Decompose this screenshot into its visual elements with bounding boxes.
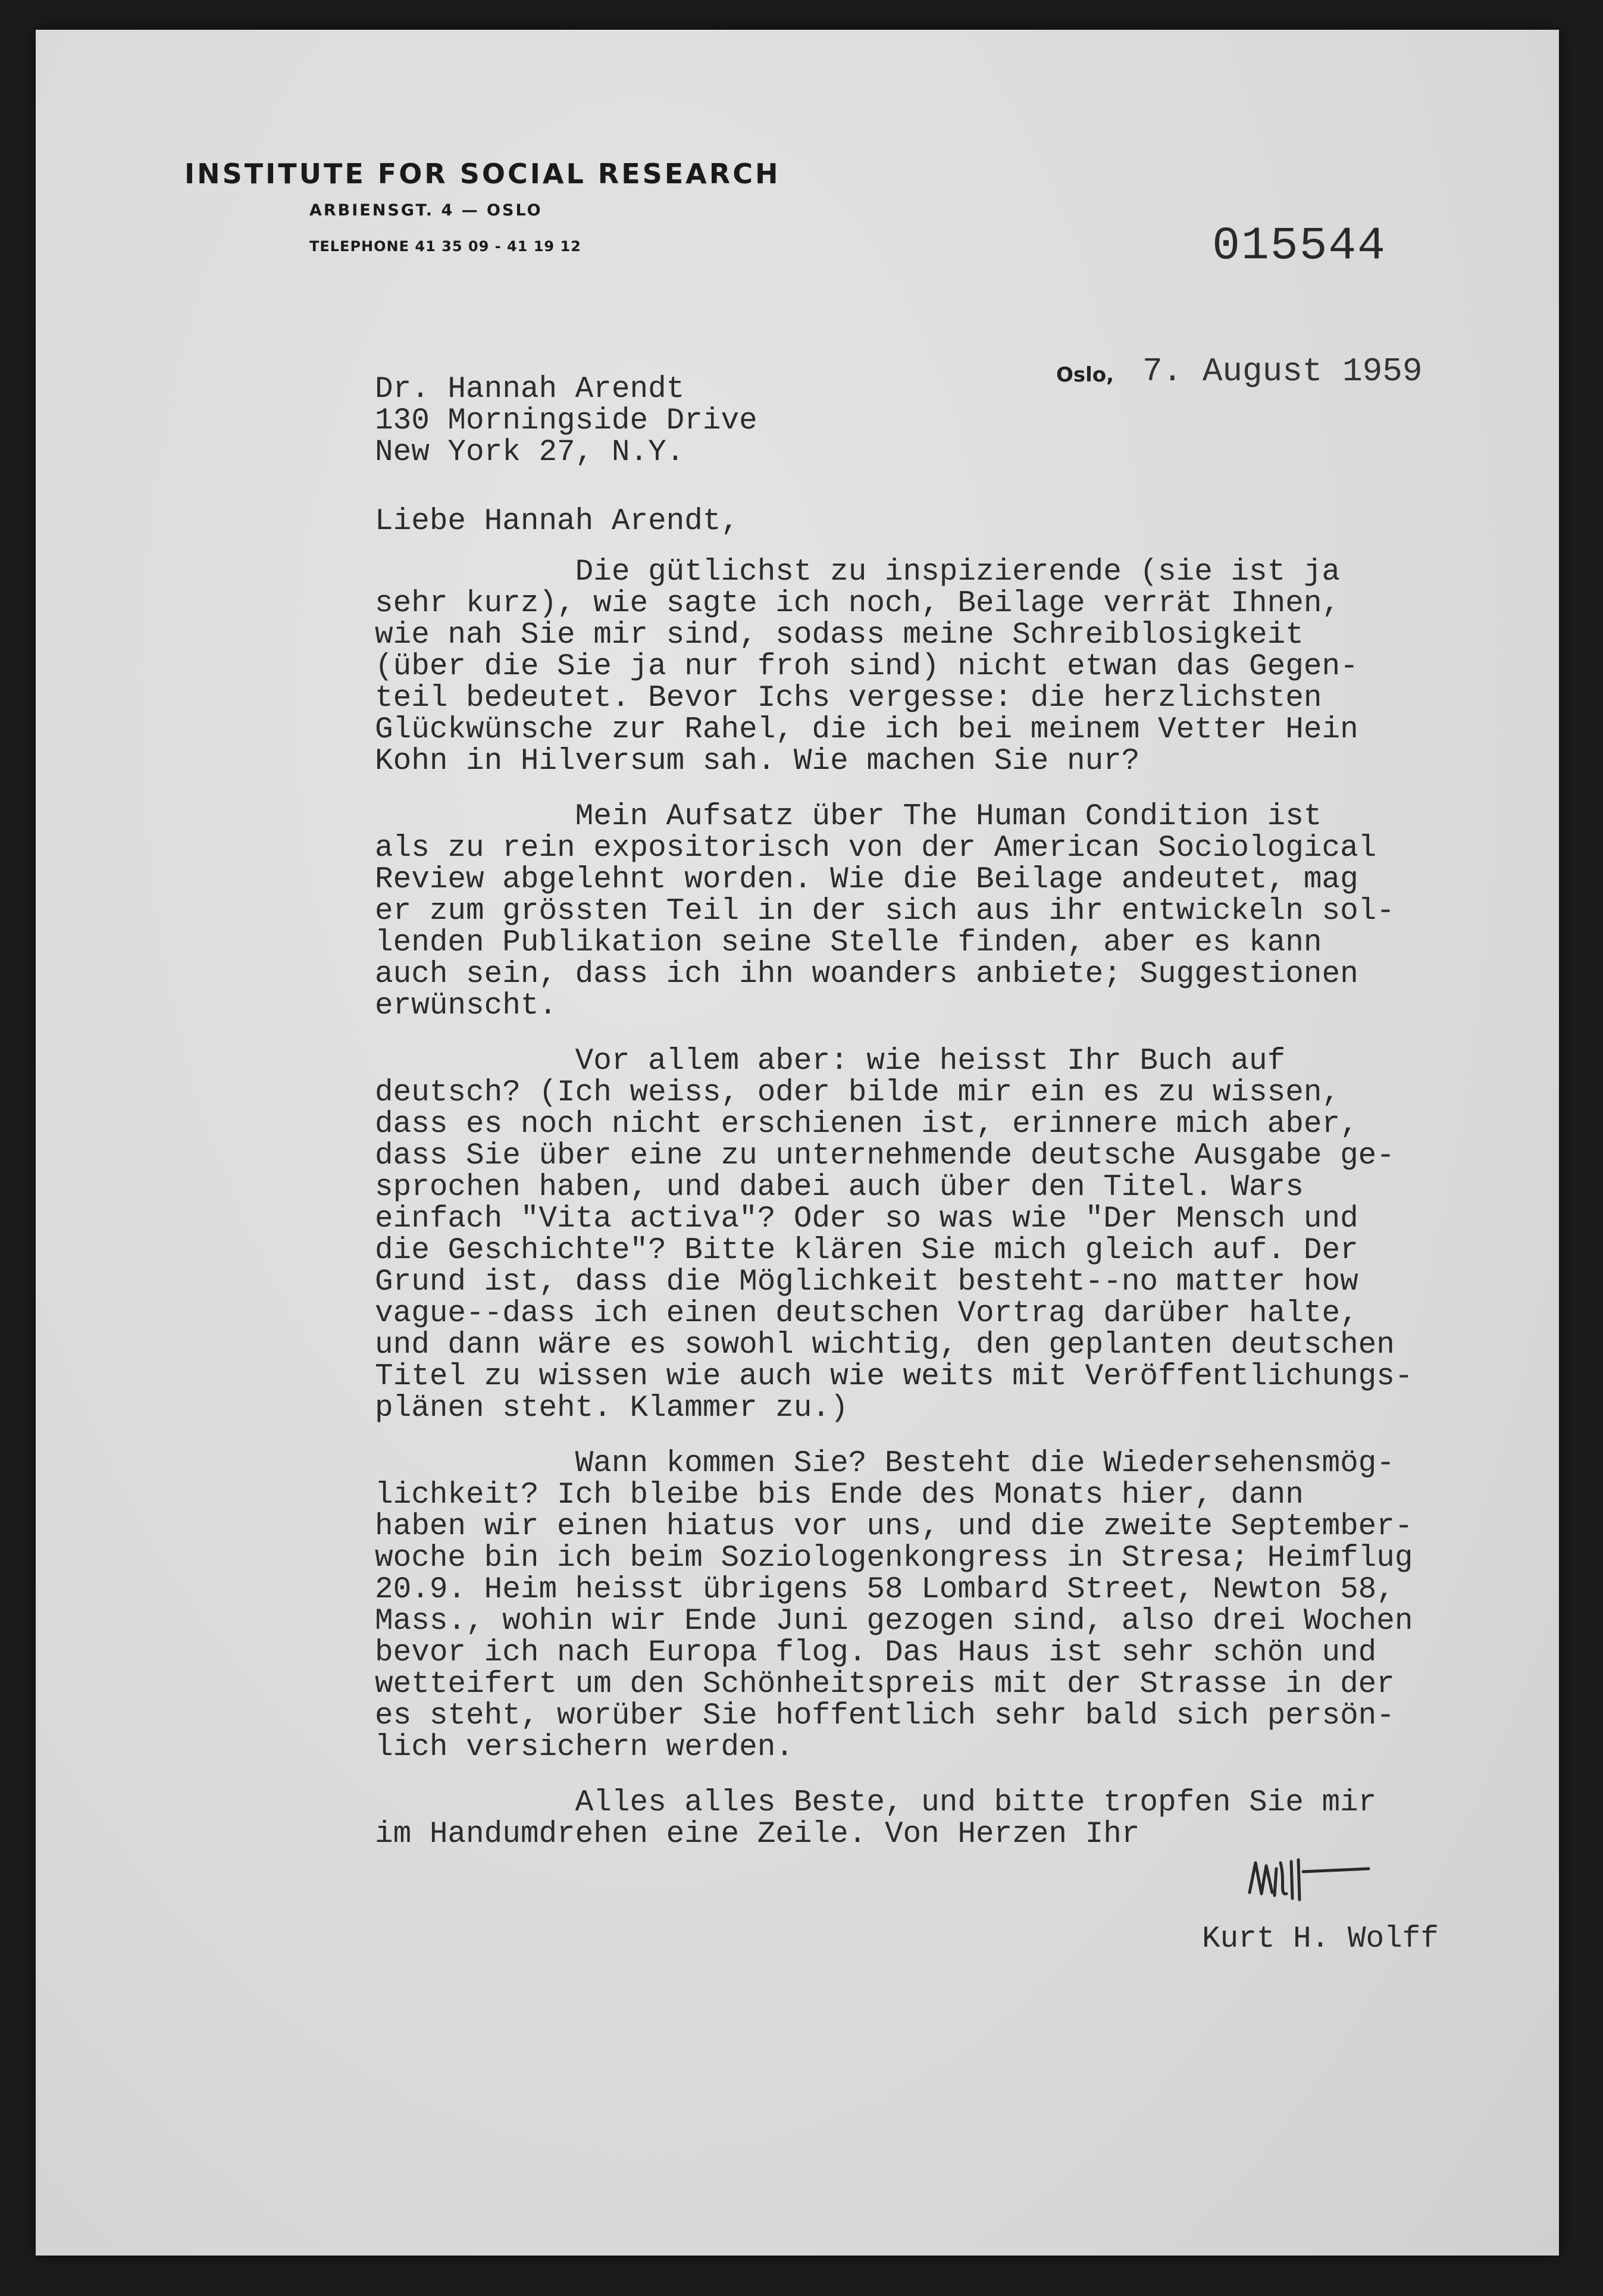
body-line: sehr kurz), wie sagte ich noch, Beilage verrät Ihnen, — [375, 587, 1341, 621]
salutation: Liebe Hannah Arendt, — [375, 505, 740, 539]
body-line: Mass., wohin wir Ende Juni gezogen sind, also drei Wochen — [375, 1604, 1413, 1638]
letterhead-telephone: TELEPHONE 41 35 09 - 41 19 12 — [309, 238, 581, 255]
body-line: wie nah Sie mir sind, sodass meine Schreiblosigkeit — [375, 618, 1304, 652]
handwritten-signature — [1244, 1845, 1375, 1910]
body-line: als zu rein expositorisch von der American Sociological — [375, 831, 1377, 865]
recipient-line: 130 Morningside Drive — [375, 404, 757, 438]
body-line: auch sein, dass ich ihn woanders anbiete; Suggestionen — [375, 958, 1358, 991]
body-line: plänen steht. Klammer zu.) — [375, 1391, 849, 1425]
body-line: Review abgelehnt worden. Wie die Beilage andeutet, mag — [375, 863, 1358, 897]
body-line: lenden Publikation seine Stelle finden, aber es kann — [375, 926, 1322, 960]
document-number: 015544 — [1212, 220, 1386, 273]
letterhead-address: ARBIENSGT. 4 — OSLO — [309, 201, 543, 220]
body-line: haben wir einen hiatus vor uns, und die zweite September- — [375, 1510, 1413, 1544]
body-line: teil bedeutet. Bevor Ichs vergesse: die herzlichsten — [375, 681, 1322, 715]
body-line: woche bin ich beim Soziologenkongress in Stresa; Heimflug — [375, 1541, 1413, 1575]
recipient-line: New York 27, N.Y. — [375, 436, 685, 470]
recipient-line: Dr. Hannah Arendt — [375, 373, 685, 406]
body-line: einfach "Vita activa"? Oder so was wie "Der Mensch und — [375, 1202, 1358, 1236]
body-line: Glückwünsche zur Rahel, die ich bei meinem Vetter Hein — [375, 713, 1358, 747]
body-line: 20.9. Heim heisst übrigens 58 Lombard Street, Newton 58, — [375, 1573, 1395, 1607]
body-line: und dann wäre es sowohl wichtig, den geplanten deutschen — [375, 1328, 1395, 1362]
body-line: vague--dass ich einen deutschen Vortrag darüber halte, — [375, 1297, 1358, 1331]
body-line: erwünscht. — [375, 989, 558, 1023]
body-line: Wann kommen Sie? Besteht die Wiedersehensmög- — [375, 1447, 1395, 1481]
body-line: (über die Sie ja nur froh sind) nicht etwan das Gegen- — [375, 650, 1358, 684]
body-line: lichkeit? Ich bleibe bis Ende des Monats hier, dann — [375, 1478, 1304, 1512]
body-line: Kohn in Hilversum sah. Wie machen Sie nur? — [375, 745, 1140, 778]
letterhead-org: INSTITUTE FOR SOCIAL RESEARCH — [184, 158, 781, 190]
body-line: sprochen haben, und dabei auch über den Titel. Wars — [375, 1171, 1304, 1205]
body-line: im Handumdrehen eine Zeile. Von Herzen Ihr — [375, 1818, 1140, 1851]
body-line: Titel zu wissen wie auch wie weits mit Veröffentlichungs- — [375, 1360, 1413, 1394]
body-line: Vor allem aber: wie heisst Ihr Buch auf — [375, 1044, 1286, 1078]
body-line: Alles alles Beste, und bitte tropfen Sie mir — [375, 1786, 1377, 1820]
body-line: er zum grössten Teil in der sich aus ihr entwickeln sol- — [375, 894, 1395, 928]
body-line: deutsch? (Ich weiss, oder bilde mir ein es zu wissen, — [375, 1076, 1341, 1110]
letter-body — [375, 556, 1413, 1850]
body-line: wetteifert um den Schönheitspreis mit der Strasse in der — [375, 1668, 1395, 1701]
letter-place: Oslo, — [1056, 363, 1114, 387]
recipient-address — [375, 374, 757, 468]
body-line: lich versichern werden. — [375, 1731, 794, 1765]
body-line: dass Sie über eine zu unternehmende deutsche Ausgabe ge- — [375, 1139, 1395, 1173]
letter-date: 7. August 1959 — [1142, 352, 1423, 390]
body-line: Grund ist, dass die Möglichkeit besteht--no matter how — [375, 1265, 1358, 1299]
body-line: Mein Aufsatz über The Human Condition ist — [375, 800, 1322, 834]
body-line: es steht, worüber Sie hoffentlich sehr bald sich persön- — [375, 1699, 1395, 1733]
body-line: bevor ich nach Europa flog. Das Haus ist sehr schön und — [375, 1636, 1377, 1670]
sender-name: Kurt H. Wolff — [1202, 1922, 1439, 1956]
body-line: Die gütlichst zu inspizierende (sie ist ja — [375, 555, 1341, 589]
body-line: die Geschichte"? Bitte klären Sie mich gleich auf. Der — [375, 1234, 1358, 1268]
body-line: dass es noch nicht erschienen ist, erinnere mich aber, — [375, 1108, 1358, 1141]
letter-sheet — [36, 30, 1559, 2256]
